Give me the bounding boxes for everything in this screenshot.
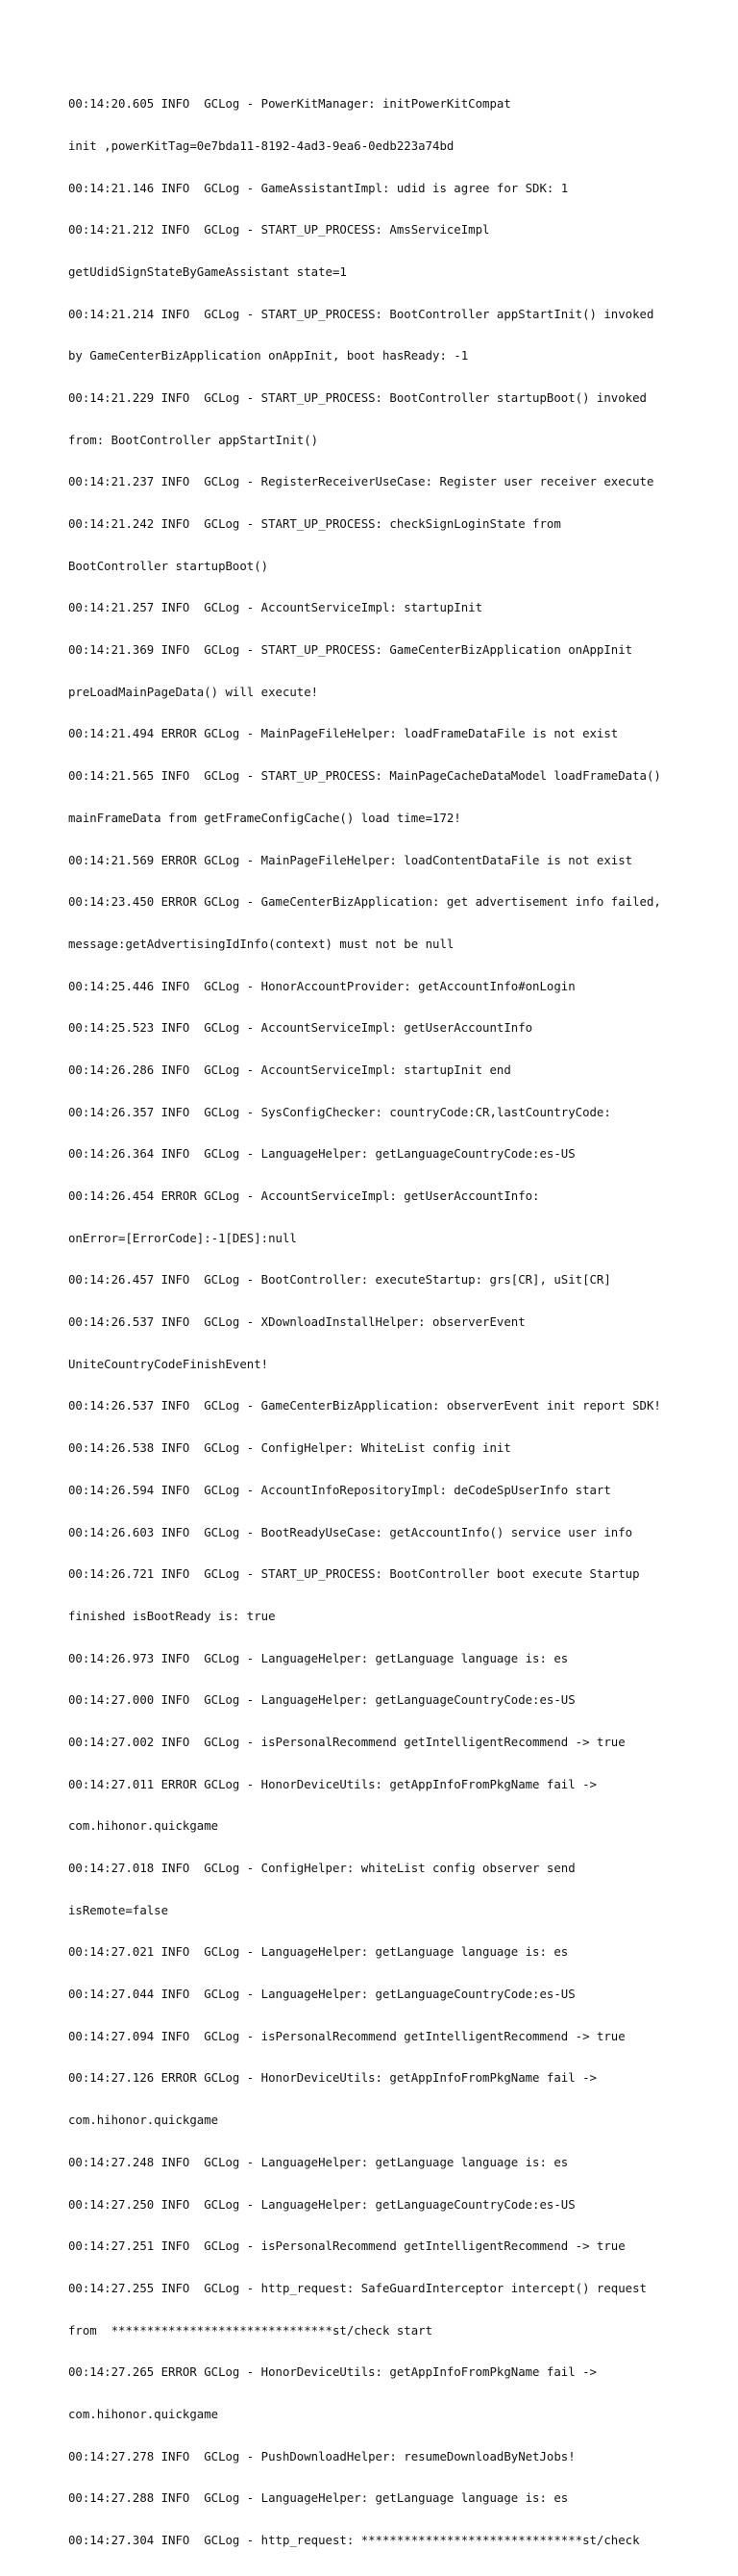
- log-line: 00:14:21.214 INFO GCLog - START_UP_PROCESS: BootController appStartInit() invoked: [68, 307, 654, 321]
- log-line: 00:14:26.286 INFO GCLog - AccountServiceImpl: startupInit end: [68, 1063, 511, 1077]
- log-line: by GameCenterBizApplication onAppInit, boot hasReady: -1: [68, 349, 469, 363]
- log-line: com.hihonor.quickgame: [68, 2113, 219, 2128]
- log-line: 00:14:27.265 ERROR GCLog - HonorDeviceUtils: getAppInfoFromPkgName fail ->: [68, 2365, 597, 2380]
- log-line: 00:14:26.364 INFO GCLog - LanguageHelper: getLanguageCountryCode:es-US: [68, 1147, 576, 1162]
- log-line: 00:14:26.357 INFO GCLog - SysConfigChecker: countryCode:CR,lastCountryCode:: [68, 1105, 611, 1119]
- log-line: 00:14:27.278 INFO GCLog - PushDownloadHelper: resumeDownloadByNetJobs!: [68, 2449, 576, 2463]
- log-line: 00:14:21.237 INFO GCLog - RegisterReceiverUseCase: Register user receiver execute: [68, 475, 654, 489]
- log-line: 00:14:26.973 INFO GCLog - LanguageHelper: getLanguage language is: es: [68, 1651, 569, 1665]
- log-line: UniteCountryCodeFinishEvent!: [68, 1357, 269, 1371]
- log-line: 00:14:26.538 INFO GCLog - ConfigHelper: WhiteList config init: [68, 1441, 511, 1456]
- log-line: 00:14:27.021 INFO GCLog - LanguageHelper: getLanguage language is: es: [68, 1945, 569, 1960]
- log-line: 00:14:23.450 ERROR GCLog - GameCenterBizApplication: get advertisement info failed,: [68, 895, 661, 910]
- log-line: 00:14:27.250 INFO GCLog - LanguageHelper: getLanguageCountryCode:es-US: [68, 2197, 576, 2212]
- log-line: 00:14:21.242 INFO GCLog - START_UP_PROCESS: checkSignLoginState from: [68, 517, 561, 531]
- log-line: 00:14:27.248 INFO GCLog - LanguageHelper: getLanguage language is: es: [68, 2155, 569, 2169]
- log-line: 00:14:21.257 INFO GCLog - AccountServiceImpl: startupInit: [68, 601, 483, 615]
- log-text: [68, 69, 683, 2576]
- log-line: com.hihonor.quickgame: [68, 2407, 219, 2421]
- log-line: preLoadMainPageData() will execute!: [68, 685, 319, 699]
- log-line: 00:14:27.094 INFO GCLog - isPersonalRecommend getIntelligentRecommend -> true: [68, 2029, 626, 2043]
- log-line: 00:14:21.146 INFO GCLog - GameAssistantImpl: udid is agree for SDK: 1: [68, 181, 569, 195]
- log-line: com.hihonor.quickgame: [68, 1819, 219, 1834]
- log-line: 00:14:21.569 ERROR GCLog - MainPageFileHelper: loadContentDataFile is not exist: [68, 853, 633, 867]
- log-line: onError=[ErrorCode]:-1[DES]:null: [68, 1231, 297, 1245]
- log-line: 00:14:27.018 INFO GCLog - ConfigHelper: whiteList config observer send: [68, 1862, 576, 1875]
- log-line: 00:14:27.044 INFO GCLog - LanguageHelper: getLanguageCountryCode:es-US: [68, 1988, 576, 2002]
- log-line: 00:14:27.251 INFO GCLog - isPersonalRecommend getIntelligentRecommend -> true: [68, 2239, 626, 2254]
- log-line: 00:14:21.494 ERROR GCLog - MainPageFileHelper: loadFrameDataFile is not exist: [68, 727, 619, 741]
- log-line: 00:14:21.229 INFO GCLog - START_UP_PROCESS: BootController startupBoot() invoked: [68, 390, 647, 405]
- log-line: isRemote=false: [68, 1903, 169, 1917]
- log-line: 00:14:27.126 ERROR GCLog - HonorDeviceUtils: getAppInfoFromPkgName fail ->: [68, 2071, 597, 2086]
- log-line: 00:14:26.603 INFO GCLog - BootReadyUseCase: getAccountInfo() service user info: [68, 1525, 633, 1539]
- log-line: 00:14:26.537 INFO GCLog - XDownloadInstallHelper: observerEvent: [68, 1315, 526, 1330]
- log-line: 00:14:26.537 INFO GCLog - GameCenterBizApplication: observerEvent init report SDK!: [68, 1399, 661, 1413]
- log-line: 00:14:26.721 INFO GCLog - START_UP_PROCESS: BootController boot execute Startup: [68, 1567, 640, 1582]
- log-line: from *******************************st/check start: [68, 2323, 433, 2338]
- log-line: 00:14:26.454 ERROR GCLog - AccountServiceImpl: getUserAccountInfo:: [68, 1189, 540, 1203]
- log-line: from: BootController appStartInit(): [68, 433, 319, 447]
- log-line: 00:14:26.457 INFO GCLog - BootController: executeStartup: grs[CR], uSit[CR]: [68, 1273, 611, 1288]
- log-line: mainFrameData from getFrameConfigCache() load time=172!: [68, 811, 461, 825]
- log-line: 00:14:21.369 INFO GCLog - START_UP_PROCESS: GameCenterBizApplication onAppInit: [68, 643, 633, 658]
- log-line: 00:14:27.288 INFO GCLog - LanguageHelper: getLanguage language is: es: [68, 2491, 569, 2506]
- log-line: 00:14:25.446 INFO GCLog - HonorAccountProvider: getAccountInfo#onLogin: [68, 979, 576, 993]
- log-line: finished isBootReady is: true: [68, 1609, 276, 1623]
- document-page: [68, 69, 683, 2576]
- log-line: 00:14:27.000 INFO GCLog - LanguageHelper: getLanguageCountryCode:es-US: [68, 1693, 576, 1708]
- log-line: 00:14:25.523 INFO GCLog - AccountServiceImpl: getUserAccountInfo: [68, 1021, 533, 1036]
- log-line: 00:14:27.002 INFO GCLog - isPersonalRecommend getIntelligentRecommend -> true: [68, 1735, 626, 1749]
- log-line: 00:14:27.255 INFO GCLog - http_request: SafeGuardInterceptor intercept() request: [68, 2281, 647, 2295]
- log-line: BootController startupBoot(): [68, 559, 269, 573]
- log-line: init ,powerKitTag=0e7bda11-8192-4ad3-9ea6-0edb223a74bd: [68, 138, 455, 153]
- log-line: 00:14:26.594 INFO GCLog - AccountInfoRepositoryImpl: deCodeSpUserInfo start: [68, 1483, 611, 1497]
- log-line: 00:14:21.565 INFO GCLog - START_UP_PROCESS: MainPageCacheDataModel loadFrameData(): [68, 769, 661, 784]
- log-line: 00:14:21.212 INFO GCLog - START_UP_PROCESS: AmsServiceImpl: [68, 223, 490, 238]
- log-line: 00:14:20.605 INFO GCLog - PowerKitManager: initPowerKitCompat: [68, 97, 511, 112]
- log-line: 00:14:27.304 INFO GCLog - http_request: *******************************st/check: [68, 2534, 640, 2547]
- log-line: 00:14:27.011 ERROR GCLog - HonorDeviceUtils: getAppInfoFromPkgName fail ->: [68, 1777, 597, 1791]
- log-line: getUdidSignStateByGameAssistant state=1: [68, 264, 347, 279]
- log-line: message:getAdvertisingIdInfo(context) must not be null: [68, 937, 455, 951]
